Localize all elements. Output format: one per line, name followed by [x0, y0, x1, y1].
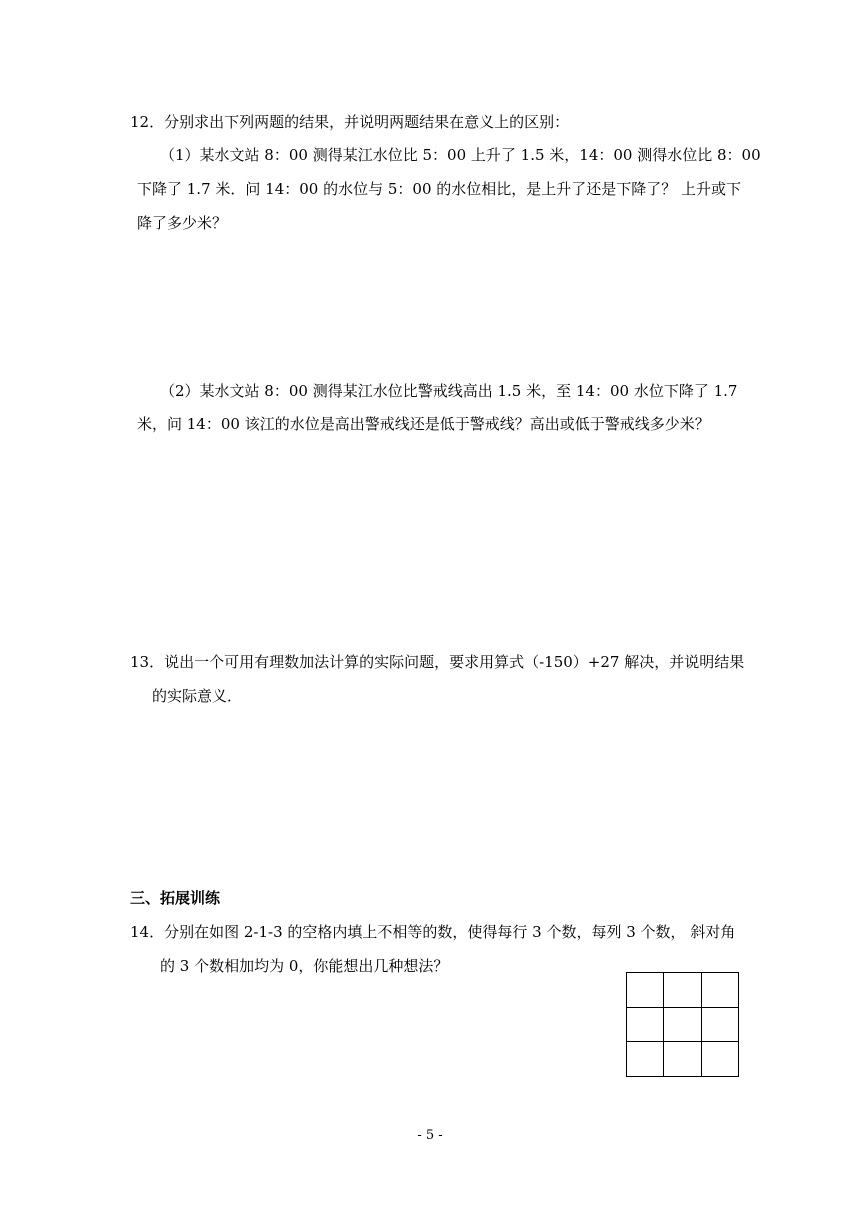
- q12-part1-line2: 下降了 1.7 米．问 14：00 的水位与 5：00 的水位相比，是上升了还是下降了？ 上升或下: [137, 180, 742, 198]
- grid-cell: [702, 1008, 739, 1043]
- q13-line2: 的实际意义．: [152, 687, 243, 705]
- q12-part2-line2: 米，问 14：00 该江的水位是高出警戒线还是低于警戒线？高出或低于警戒线多少米？: [137, 415, 710, 433]
- grid-cell: [702, 1042, 739, 1077]
- grid-cell: [627, 1008, 664, 1043]
- q12-part2-line1: （2）某水文站 8：00 测得某江水位比警戒线高出 1.5 米，至 14：00 水位下降了 1.7: [160, 382, 738, 400]
- grid-cell: [664, 1008, 701, 1043]
- q12-part1-line3: 降了多少米？: [137, 214, 228, 232]
- grid-cell: [702, 973, 739, 1008]
- q12-part1-line1: （1）某水文站 8：00 测得某江水位比 5：00 上升了 1.5 米，14：00 测得水位比 8：00: [160, 146, 761, 164]
- q14-line2: 的 3 个数相加均为 0，你能想出几种想法？: [160, 957, 449, 975]
- q12-stem: 12．分别求出下列两题的结果，并说明两题结果在意义上的区别：: [130, 113, 570, 131]
- grid-cell: [664, 973, 701, 1008]
- q13-line1: 13．说出一个可用有理数加法计算的实际问题，要求用算式（-150）+27 解决，并说明结果: [130, 653, 745, 671]
- three-by-three-grid: [626, 972, 739, 1077]
- q14-line1: 14．分别在如图 2-1-3 的空格内填上不相等的数，使得每行 3 个数，每列 3 个数， 斜对角: [130, 923, 736, 941]
- grid-cell: [664, 1042, 701, 1077]
- section-heading: 三、拓展训练: [130, 889, 221, 907]
- grid-cell: [627, 973, 664, 1008]
- page-number: - 5 -: [417, 1128, 443, 1143]
- grid-cell: [627, 1042, 664, 1077]
